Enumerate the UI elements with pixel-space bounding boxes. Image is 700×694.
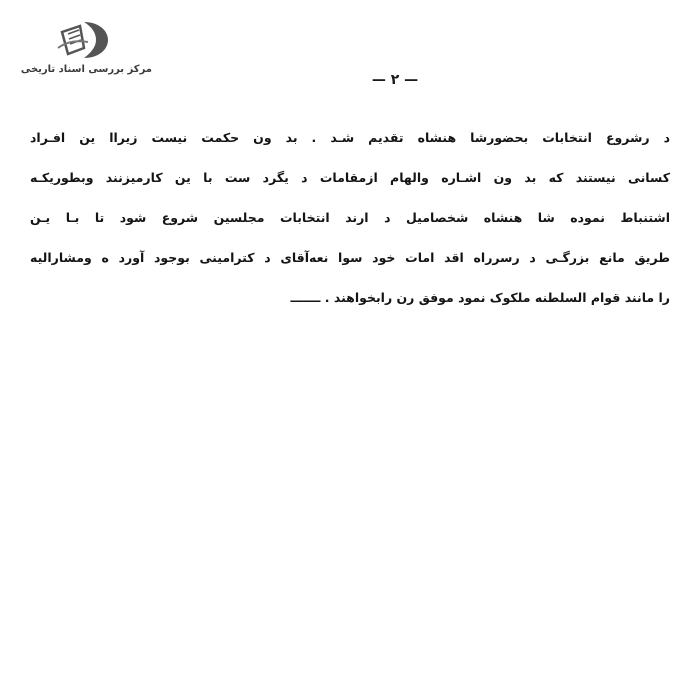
- text-line: طریق مانع بزرگـی د رسرراه اقد امات خود سوا نعه‌آقای د کترامینی بوجود آورد ه ومشارالیه: [30, 250, 670, 265]
- text-line: را مانند قوام السلطنه ملکوک نمود موفق رن رابخواهند . ـــــــ: [290, 290, 670, 305]
- document-archive-logo-icon: [54, 18, 114, 62]
- text-line: اشتنباط نموده شا هنشاه شخصامیل د ارند انتخابات مجلسین شروع شود تا بـا یـن: [30, 210, 670, 225]
- archive-logo: [22, 14, 152, 84]
- document-body: [30, 128, 670, 328]
- text-line: د رشروع انتخابات بحضورشا هنشاه تقدیم شـد . بد ون حکمت نیست زیراا ین افـراد: [30, 130, 670, 145]
- text-line: کسانی نیستند که بد ون اشـاره والهام ازمقامات د یگرد ست با ین کارمیزنند وبطوریکـه: [30, 170, 670, 185]
- page-number: — ۲ —: [371, 72, 419, 88]
- archive-logo-text: مرکز بررسی اسناد تاریخی: [20, 64, 152, 75]
